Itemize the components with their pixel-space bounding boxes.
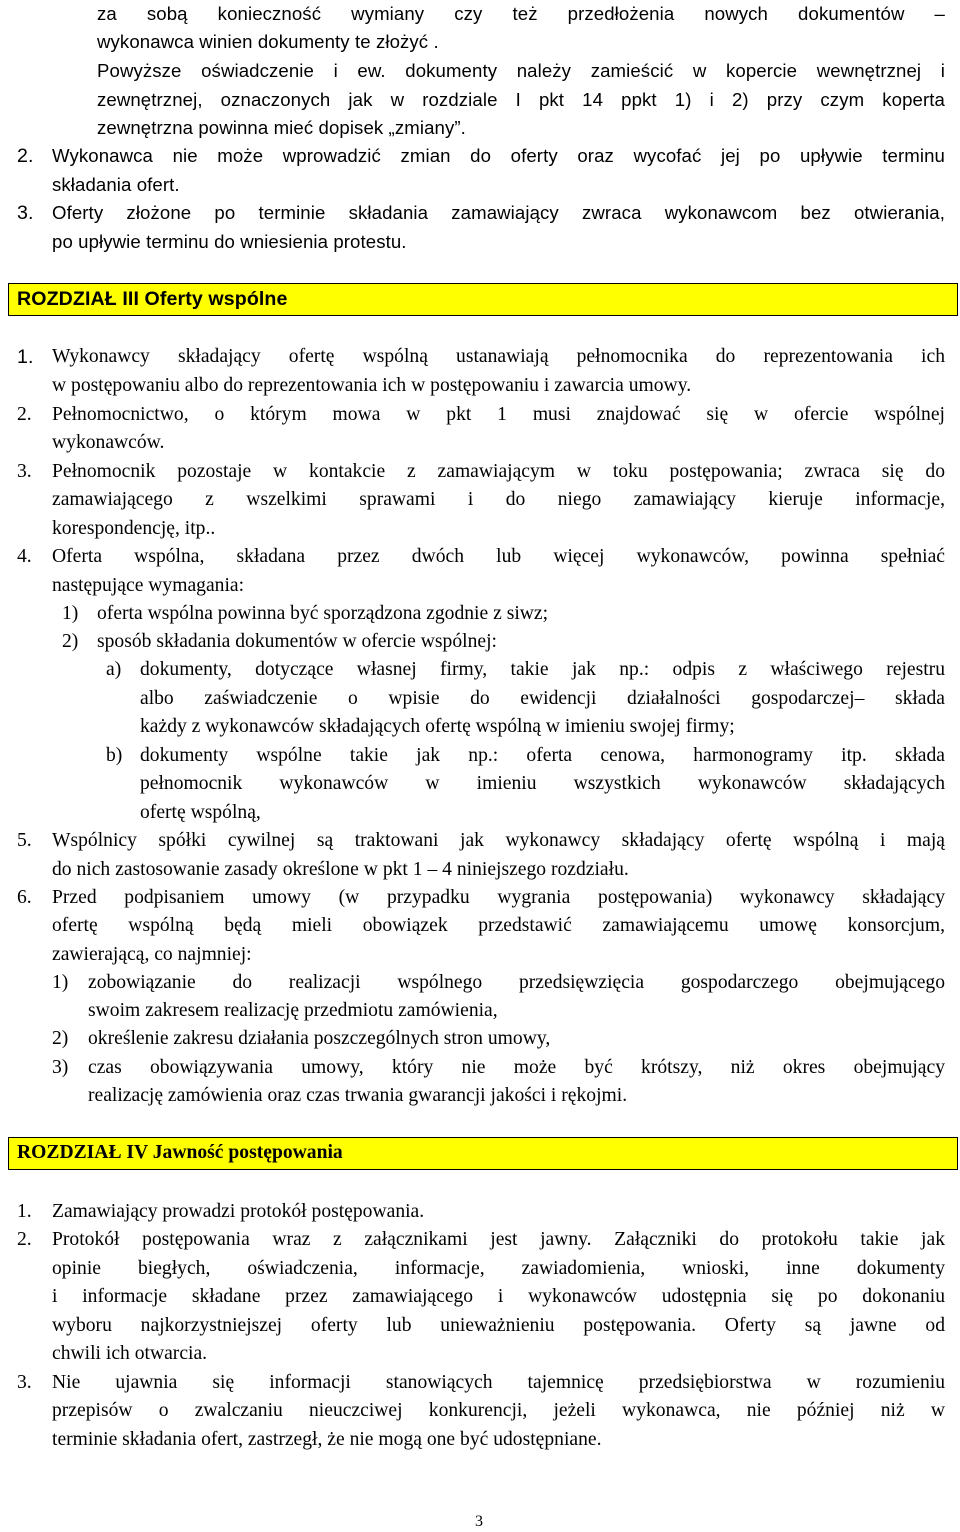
text-line: składania ofert.: [52, 174, 180, 195]
text-line: albo zaświadczenie o wpisie do ewidencji działalności gospodarczej– składa: [140, 688, 945, 709]
text-line: sposób składania dokumentów w ofercie wspólnej:: [97, 631, 497, 652]
text-line: Wykonawca nie może wprowadzić zmian do oferty oraz wycofać jej po upływie terminu: [52, 145, 945, 166]
item-number: 1.: [17, 346, 34, 368]
text-line: Powyższe oświadczenie i ew. dokumenty należy zamieścić w kopercie wewnętrznej i: [97, 60, 945, 81]
text-line: do nich zastosowanie zasady określone w pkt 1 – 4 niniejszego rozdziału.: [52, 859, 629, 880]
text-line: zobowiązanie do realizacji wspólnego przedsięwzięcia gospodarczego obejmującego: [88, 972, 945, 993]
text-line: zewnętrzna powinna mieć dopisek „zmiany”.: [97, 117, 466, 138]
text-line: swoim zakresem realizację przedmiotu zamówienia,: [88, 1000, 498, 1021]
text-line: zawierającą, co najmniej:: [52, 944, 252, 965]
text-line: określenie zakresu działania poszczególnych stron umowy,: [88, 1028, 551, 1049]
item-number: 1.: [17, 1201, 32, 1222]
text-line: w postępowaniu albo do reprezentowania ich w postępowaniu i zawarcia umowy.: [52, 375, 692, 396]
text-line: przepisów o zwalczaniu nieuczciwej konkurencji, jeżeli wykonawca, nie później niż w: [52, 1400, 945, 1421]
page-number: 3: [475, 1513, 483, 1530]
text-line: realizację zamówienia oraz czas trwania gwarancji jakości i rękojmi.: [88, 1085, 628, 1106]
item-number: 2.: [17, 1229, 32, 1250]
text-line: Wspólnicy spółki cywilnej są traktowani jak wykonawcy składający ofertę wspólną i mają: [52, 830, 945, 851]
text-line: następujące wymagania:: [52, 575, 245, 596]
text-line: Pełnomocnik pozostaje w kontakcie z zamawiającym w toku postępowania; zwraca się do: [52, 461, 945, 482]
text-line: ofertę wspólną będą mieli obowiązek przedstawić zamawiającemu umowę konsorcjum,: [52, 915, 945, 936]
text-line: wykonawca winien dokumenty te złożyć .: [97, 31, 439, 52]
item-number: 3.: [17, 202, 34, 224]
text-line: opinie biegłych, oświadczenia, informacje, zawiadomienia, wnioski, inne dokumenty: [52, 1258, 945, 1279]
text-line: wykonawców.: [52, 432, 165, 453]
text-line: Oferty złożone po terminie składania zamawiający zwraca wykonawcom bez otwierania,: [52, 202, 945, 223]
item-number: 3.: [17, 1372, 32, 1393]
text-line: dokumenty wspólne takie jak np.: oferta cenowa, harmonogramy itp. składa: [140, 745, 945, 766]
item-number: 3.: [17, 461, 32, 482]
subitem-number: 1): [62, 603, 79, 624]
text-line: za sobą konieczność wymiany czy też przedłożenia nowych dokumentów –: [97, 3, 945, 24]
text-line: każdy z wykonawców składających ofertę wspólną w imieniu swojej firmy;: [140, 716, 735, 737]
text-line: ofertę wspólną,: [140, 802, 261, 823]
text-line: oferta wspólna powinna być sporządzona zgodnie z siwz;: [97, 603, 549, 624]
text-line: korespondencję, itp..: [52, 518, 216, 539]
text-line: Protokół postępowania wraz z załącznikami jest jawny. Załączniki do protokołu takie jak: [52, 1229, 945, 1250]
text-line: Wykonawcy składający ofertę wspólną ustanawiają pełnomocnika do reprezentowania ich: [52, 346, 945, 367]
text-line: Przed podpisaniem umowy (w przypadku wygrania postępowania) wykonawcy składający: [52, 887, 945, 908]
subitem-number: 1): [52, 972, 69, 993]
text-line: terminie składania ofert, zastrzegł, że nie mogą one być udostępniane.: [52, 1429, 602, 1450]
subitem-letter: b): [106, 745, 123, 766]
text-line: Oferta wspólna, składana przez dwóch lub więcej wykonawców, powinna spełniać: [52, 546, 945, 567]
text-line: i informacje składane przez zamawiającego i wykonawców udostępnia się po dokonaniu: [52, 1286, 945, 1307]
text-line: Nie ujawnia się informacji stanowiących tajemnicę przedsiębiorstwa w rozumieniu: [52, 1372, 945, 1393]
text-line: Zamawiający prowadzi protokół postępowania.: [52, 1201, 425, 1222]
text-line: zewnętrznej, oznaczonych jak w rozdziale I pkt 14 ppkt 1) i 2) przy czym koperta: [97, 89, 945, 110]
item-number: 2.: [17, 404, 32, 425]
item-number: 6.: [17, 887, 32, 908]
text-line: chwili ich otwarcia.: [52, 1343, 208, 1364]
text-line: wyboru najkorzystniejszej oferty lub unieważnieniu postępowania. Oferty są jawne od: [52, 1315, 945, 1336]
item-number: 2.: [17, 145, 34, 167]
subitem-number: 2): [52, 1028, 69, 1049]
text-line: po upływie terminu do wniesienia protestu.: [52, 231, 407, 252]
text-line: zamawiającego z wszelkimi sprawami i do niego zamawiający kieruje informacje,: [52, 489, 945, 510]
text-line: Pełnomocnictwo, o którym mowa w pkt 1 musi znajdować się w ofercie wspólnej: [52, 404, 945, 425]
subitem-letter: a): [106, 659, 122, 680]
item-number: 5.: [17, 830, 32, 851]
item-number: 4.: [17, 546, 32, 567]
subitem-number: 3): [52, 1057, 69, 1078]
text-line: pełnomocnik wykonawców w imieniu wszystkich wykonawców składających: [140, 773, 945, 794]
chapter-heading: ROZDZIAŁ III Oferty wspólne: [17, 288, 288, 310]
text-line: czas obowiązywania umowy, który nie może być krótszy, niż okres obejmujący: [88, 1057, 945, 1078]
chapter-heading: ROZDZIAŁ IV Jawność postępowania: [17, 1142, 343, 1163]
subitem-number: 2): [62, 631, 79, 652]
text-line: dokumenty, dotyczące własnej firmy, takie jak np.: odpis z właściwego rejestru: [140, 659, 945, 680]
